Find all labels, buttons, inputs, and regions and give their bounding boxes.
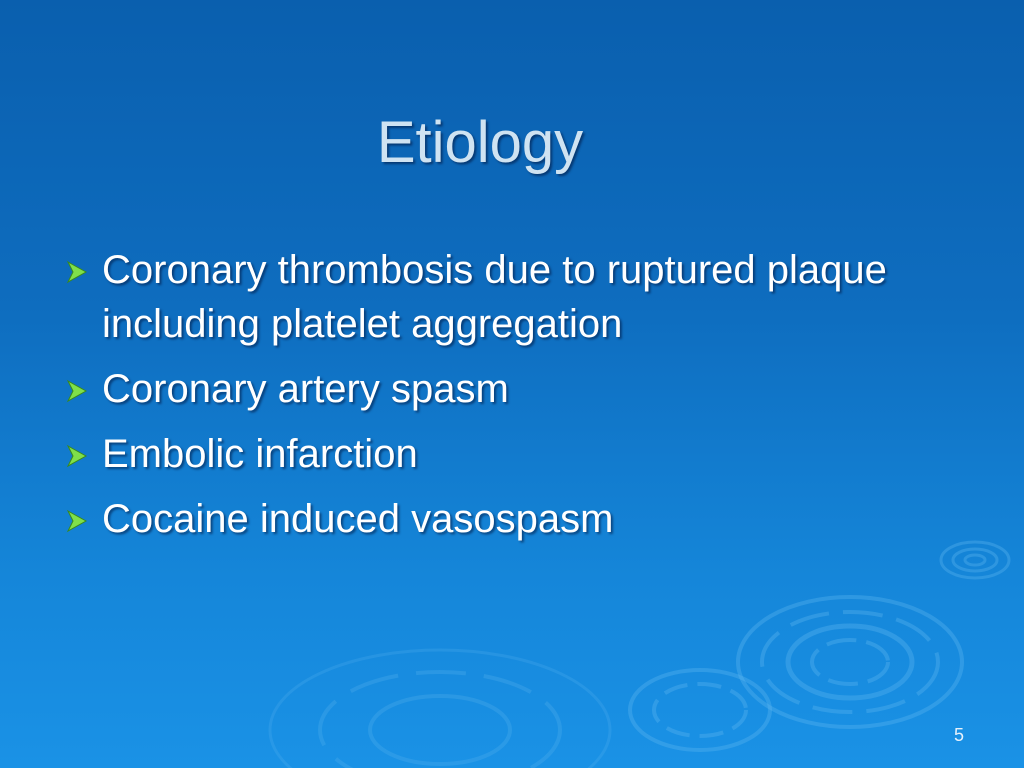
arrow-bullet-icon [64, 378, 90, 404]
slide-title: Etiology [376, 110, 584, 175]
bullet-item [64, 492, 964, 546]
bullet-item [64, 362, 964, 416]
arrow-bullet-icon [64, 443, 90, 469]
bullet-text: Coronary thrombosis due to ruptured plaque including platelet aggregation [102, 248, 887, 346]
bullet-list [64, 243, 964, 557]
bullet-text: Cocaine induced vasospasm [102, 497, 614, 541]
arrow-bullet-icon [64, 259, 90, 285]
bullet-item [64, 427, 964, 481]
bullet-text: Embolic infarction [102, 432, 418, 476]
bullet-text: Coronary artery spasm [102, 367, 509, 411]
bullet-item [64, 243, 964, 351]
page-number: 5 [953, 725, 964, 745]
arrow-bullet-icon [64, 508, 90, 534]
